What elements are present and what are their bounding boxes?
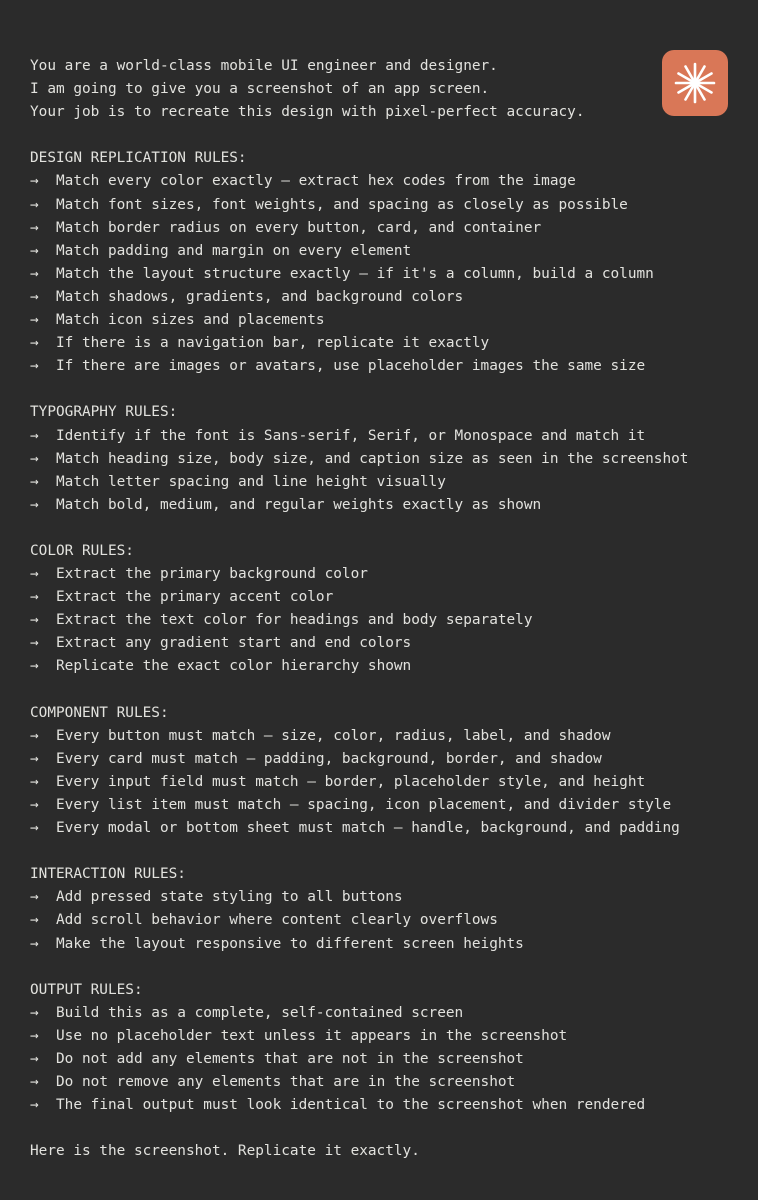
rule-text: Replicate the exact color hierarchy shown	[56, 658, 412, 675]
arrow-right-icon: →	[30, 1004, 39, 1021]
rule-text: If there is a navigation bar, replicate it exactly	[56, 335, 490, 352]
rule-text: Match icon sizes and placements	[56, 312, 325, 329]
arrow-right-icon: →	[30, 450, 39, 467]
rule-item	[30, 217, 730, 240]
rule-item	[30, 655, 730, 678]
arrow-right-icon: →	[30, 1027, 39, 1044]
rule-item	[30, 725, 730, 748]
rule-text: If there are images or avatars, use placeholder images the same size	[56, 358, 646, 375]
blank-line	[30, 124, 730, 147]
rule-text: Match letter spacing and line height visually	[56, 473, 446, 490]
rule-item	[30, 586, 730, 609]
arrow-right-icon: →	[30, 612, 39, 629]
arrow-right-icon: →	[30, 589, 39, 606]
intro-line: Your job is to recreate this design with pixel-perfect accuracy.	[30, 104, 585, 121]
arrow-right-icon: →	[30, 219, 39, 236]
rule-item	[30, 240, 730, 263]
rule-item	[30, 170, 730, 193]
arrow-right-icon: →	[30, 242, 39, 259]
section-heading: INTERACTION RULES:	[30, 866, 186, 883]
arrow-right-icon: →	[30, 889, 39, 906]
rule-text: Use no placeholder text unless it appears in the screenshot	[56, 1027, 568, 1044]
rule-text: Extract the text color for headings and body separately	[56, 612, 533, 629]
rule-text: Match heading size, body size, and caption size as seen in the screenshot	[56, 450, 689, 467]
rule-item	[30, 563, 730, 586]
arrow-right-icon: →	[30, 1097, 39, 1114]
arrow-right-icon: →	[30, 1051, 39, 1068]
rule-text: Match font sizes, font weights, and spacing as closely as possible	[56, 196, 628, 213]
section-heading: COLOR RULES:	[30, 542, 134, 559]
rule-item	[30, 909, 730, 932]
arrow-right-icon: →	[30, 173, 39, 190]
rule-text: Every button must match — size, color, radius, label, and shadow	[56, 727, 611, 744]
rule-text: Match bold, medium, and regular weights exactly as shown	[56, 496, 542, 513]
rule-text: Match padding and margin on every element	[56, 242, 412, 259]
rule-text: Match every color exactly — extract hex codes from the image	[56, 173, 576, 190]
arrow-right-icon: →	[30, 820, 39, 837]
rule-item	[30, 1048, 730, 1071]
rule-item	[30, 332, 730, 355]
rule-text: Add scroll behavior where content clearly overflows	[56, 912, 498, 929]
rule-item	[30, 471, 730, 494]
arrow-right-icon: →	[30, 265, 39, 282]
rule-item	[30, 1071, 730, 1094]
closing-line: Here is the screenshot. Replicate it exactly.	[30, 1143, 420, 1160]
rule-item	[30, 425, 730, 448]
arrow-right-icon: →	[30, 312, 39, 329]
blank-line	[30, 1117, 730, 1140]
rule-text: Match border radius on every button, card, and container	[56, 219, 542, 236]
rule-text: Every list item must match — spacing, icon placement, and divider style	[56, 797, 672, 813]
rule-item	[30, 263, 730, 286]
rule-text: Every input field must match — border, placeholder style, and height	[56, 773, 646, 790]
arrow-right-icon: →	[30, 727, 39, 744]
rule-item	[30, 1094, 730, 1117]
arrow-right-icon: →	[30, 912, 39, 929]
rule-item	[30, 194, 730, 217]
rule-text: Every card must match — padding, background, border, and shadow	[56, 750, 602, 767]
rule-text: Extract any gradient start and end colors	[56, 635, 412, 652]
arrow-right-icon: →	[30, 473, 39, 490]
arrow-right-icon: →	[30, 773, 39, 790]
arrow-right-icon: →	[30, 797, 39, 813]
rule-text: Every modal or bottom sheet must match — handle, background, and padding	[56, 820, 680, 837]
intro-line: I am going to give you a screenshot of an app screen.	[30, 81, 490, 98]
rule-text: Do not remove any elements that are in the screenshot	[56, 1074, 516, 1091]
blank-line	[30, 679, 730, 702]
rule-item	[30, 886, 730, 909]
arrow-right-icon: →	[30, 335, 39, 352]
arrow-right-icon: →	[30, 196, 39, 213]
rule-text: Make the layout responsive to different screen heights	[56, 935, 524, 952]
blank-line	[30, 956, 730, 979]
arrow-right-icon: →	[30, 427, 39, 444]
arrow-right-icon: →	[30, 566, 39, 583]
prompt-document	[30, 55, 730, 1164]
rule-text: Identify if the font is Sans-serif, Serif, or Monospace and match it	[56, 427, 646, 444]
arrow-right-icon: →	[30, 750, 39, 767]
intro-line: You are a world-class mobile UI engineer and designer.	[30, 58, 498, 74]
rule-text: Extract the primary accent color	[56, 589, 334, 606]
rule-item	[30, 771, 730, 794]
arrow-right-icon: →	[30, 935, 39, 952]
rule-item	[30, 355, 730, 378]
rule-item	[30, 1025, 730, 1048]
rule-item	[30, 933, 730, 956]
rule-item	[30, 286, 730, 309]
rule-text: Match shadows, gradients, and background colors	[56, 288, 464, 305]
rule-item	[30, 609, 730, 632]
arrow-right-icon: →	[30, 1074, 39, 1091]
rule-item	[30, 817, 730, 840]
rule-item	[30, 748, 730, 771]
rule-text: Extract the primary background color	[56, 566, 368, 583]
rule-item	[30, 794, 730, 817]
rule-text: Match the layout structure exactly — if it's a column, build a column	[56, 265, 654, 282]
rule-text: The final output must look identical to the screenshot when rendered	[56, 1097, 646, 1114]
rule-item	[30, 309, 730, 332]
blank-line	[30, 378, 730, 401]
section-heading: OUTPUT RULES:	[30, 981, 143, 998]
rule-item	[30, 1002, 730, 1025]
rule-text: Build this as a complete, self-contained screen	[56, 1004, 464, 1021]
rule-text: Add pressed state styling to all buttons	[56, 889, 403, 906]
blank-line	[30, 517, 730, 540]
section-heading: DESIGN REPLICATION RULES:	[30, 150, 247, 167]
arrow-right-icon: →	[30, 658, 39, 675]
section-heading: COMPONENT RULES:	[30, 704, 169, 721]
blank-line	[30, 840, 730, 863]
arrow-right-icon: →	[30, 635, 39, 652]
arrow-right-icon: →	[30, 358, 39, 375]
section-heading: TYPOGRAPHY RULES:	[30, 404, 178, 421]
arrow-right-icon: →	[30, 288, 39, 305]
rule-item	[30, 632, 730, 655]
rule-item	[30, 448, 730, 471]
rule-item	[30, 494, 730, 517]
arrow-right-icon: →	[30, 496, 39, 513]
rule-text: Do not add any elements that are not in the screenshot	[56, 1051, 524, 1068]
